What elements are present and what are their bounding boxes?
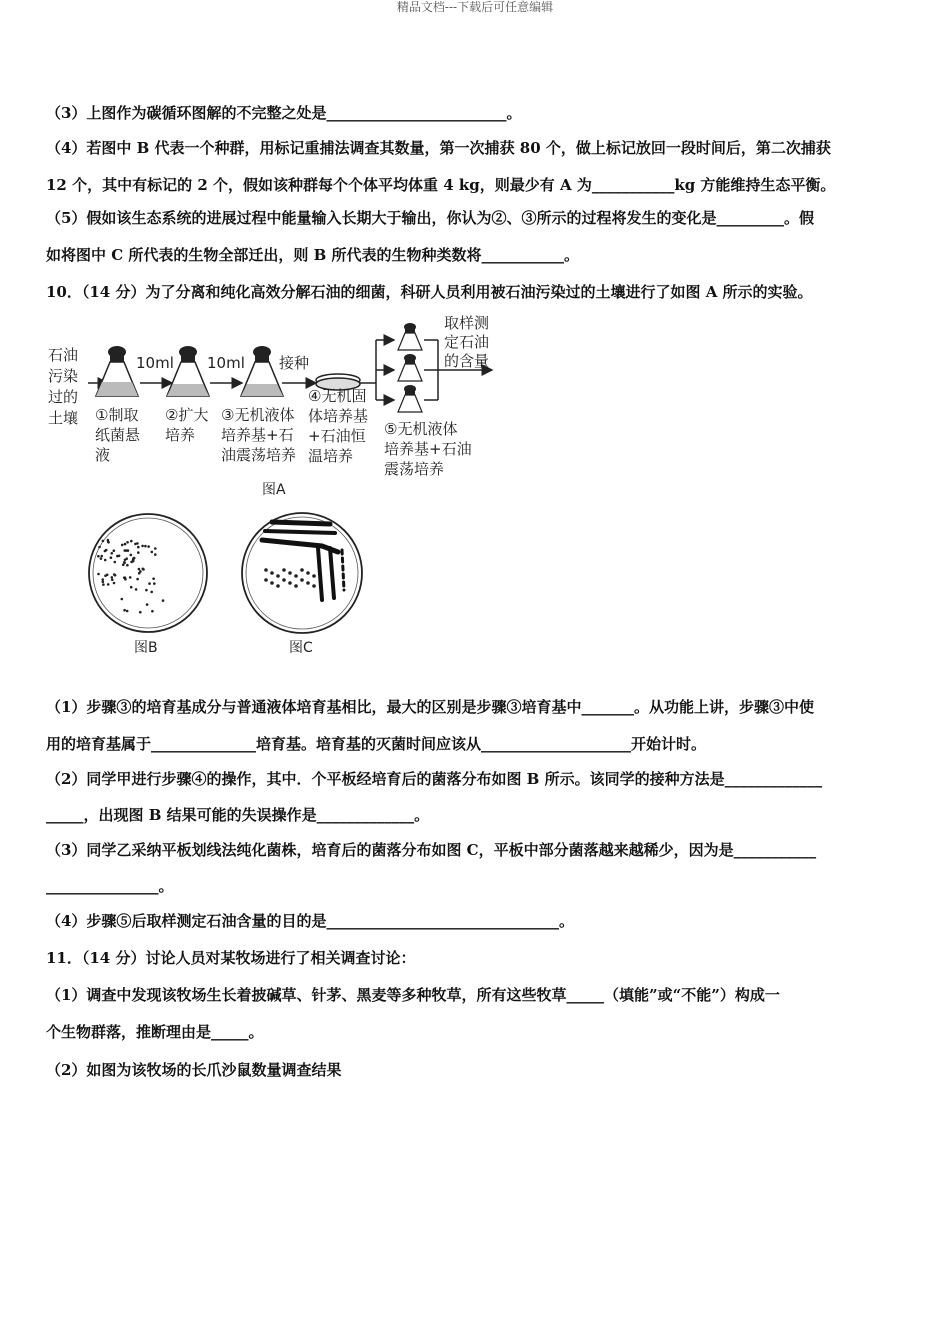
colony-dot — [147, 545, 150, 548]
colony-dot — [102, 583, 105, 586]
colony-dot — [102, 540, 105, 543]
colony-dot — [124, 576, 127, 579]
page-header: 精品文档---下载后可任意编辑 — [396, 0, 554, 14]
question-10-2-line2: _____，出现图 B 结果可能的失误操作是_____________。 — [46, 806, 430, 824]
colony-dot — [145, 589, 148, 592]
colony-dot — [276, 574, 280, 578]
step-1-label — [95, 406, 141, 464]
question-10-1-line2: 用的培育基属于______________培育基。培育基的灭菌时间应该从____________________开始计时。 — [46, 735, 707, 753]
colony-dot — [294, 584, 298, 588]
svg-text:液: 液 — [95, 446, 111, 464]
svg-text:⑤无机液体: ⑤无机液体 — [384, 420, 458, 438]
question-10-3-line2: _______________。 — [46, 877, 174, 895]
colony-dot — [125, 549, 128, 552]
colony-dot — [104, 574, 107, 577]
question-10-intro: 10．（14 分）为了分离和纯化高效分解石油的细菌，科研人员利用被石油污染过的土壤进行了如图 A 所示的实验。 — [46, 283, 813, 301]
colony-dot — [138, 568, 141, 571]
plate-b-icon — [89, 514, 207, 632]
result-label — [444, 314, 489, 370]
svg-text:的含量: 的含量 — [444, 352, 490, 370]
flask-5a-icon — [398, 323, 422, 350]
colony-dot — [113, 573, 116, 576]
colony-dot — [306, 581, 310, 585]
step-3-label — [221, 406, 296, 464]
svg-text:培养基+石油: 培养基+石油 — [384, 440, 472, 458]
question-9-4-line2: 12 个，其中有标记的 2 个，假如该种群每个个体平均体重 4 kg，则最少有 A 为___________kg 方能维持生态平衡。 — [46, 176, 836, 194]
colony-dot — [300, 578, 304, 582]
colony-dot — [130, 586, 133, 589]
question-11-intro: 11．（14 分）讨论人员对某牧场进行了相关调查讨论： — [46, 949, 416, 967]
colony-dot — [132, 560, 135, 563]
question-9-5-line2: 如将图中 C 所代表的生物全部迁出，则 B 所代表的生物种类数将___________。 — [46, 246, 580, 264]
question-11-1-line2: 个生物群落，推断理由是_____。 — [46, 1023, 264, 1041]
colony-dot — [306, 571, 310, 575]
soil-line-1: 石油 — [48, 346, 79, 364]
colony-dot — [146, 603, 149, 606]
svg-text:定石油: 定石油 — [444, 333, 490, 351]
colony-dot — [136, 578, 139, 581]
colony-dot — [116, 555, 119, 558]
flask-3-icon — [241, 346, 283, 396]
svg-text:纸菌悬: 纸菌悬 — [95, 426, 141, 444]
question-10-2-line1: （2）同学甲进行步骤④的操作，其中．个平板经培育后的菌落分布如图 B 所示。该同学的接种方法是_____________ — [46, 770, 823, 788]
colony-dot — [124, 543, 127, 546]
colony-dot — [270, 571, 274, 575]
colony-dot — [113, 582, 116, 585]
svg-text:培养: 培养 — [165, 426, 196, 444]
colony-dot — [122, 564, 125, 567]
question-9-4-line1: （4）若图中 B 代表一个种群，用标记重捕法调查其数量，第一次捕获 80 个，做上标记放回一段时间后，第二次捕获 — [46, 139, 831, 157]
colony-dot — [264, 568, 268, 572]
colony-dot — [111, 579, 114, 582]
plate-c-icon — [242, 513, 362, 633]
colony-dot — [300, 568, 304, 572]
svg-text:取样测: 取样测 — [444, 314, 490, 332]
colony-dot — [139, 611, 142, 614]
figure-c-caption: 图C — [289, 640, 313, 656]
question-11-1-line1: （1）调查中发现该牧场生长着披碱草、针茅、黑麦等多种牧草，所有这些牧草_____（填能”或“不能”）构成一 — [46, 986, 780, 1004]
colony-dot — [123, 561, 126, 564]
colony-dot — [137, 546, 140, 549]
colony-dot — [98, 546, 101, 549]
colony-dot — [125, 557, 128, 560]
colony-dot — [111, 552, 114, 555]
figure-b-caption: 图B — [134, 640, 158, 656]
colony-dot — [151, 551, 154, 554]
flask-5b-icon — [398, 354, 422, 381]
colony-dot — [312, 584, 316, 588]
colony-dot — [282, 568, 286, 572]
colony-dot — [139, 570, 142, 573]
colony-dot — [121, 544, 124, 547]
question-10-3-line1: （3）同学乙采纳平板划线法纯化菌株，培育后的菌落分布如图 C，平板中部分菌落越来越稀少，因为是___________ — [46, 841, 817, 859]
question-11-2: （2）如图为该牧场的长爪沙鼠数量调查结果 — [46, 1061, 342, 1079]
svg-text:油震荡培养: 油震荡培养 — [221, 446, 297, 464]
colony-dot — [102, 580, 105, 583]
svg-text:①制取: ①制取 — [95, 406, 139, 424]
svg-text:③无机液体: ③无机液体 — [221, 406, 295, 424]
colony-dot — [162, 599, 165, 602]
step-5-label — [384, 420, 472, 478]
colony-dot — [153, 582, 156, 585]
arrow-2-label: 10ml — [207, 354, 245, 372]
colony-dot — [148, 582, 151, 585]
svg-text:培养基+石: 培养基+石 — [221, 426, 294, 444]
colony-dot — [134, 543, 137, 546]
colony-dot — [137, 551, 140, 554]
colony-dot — [270, 581, 274, 585]
svg-text:④无机固: ④无机固 — [308, 387, 367, 405]
colony-dot — [104, 559, 107, 562]
colony-dot — [126, 564, 129, 567]
colony-dot — [288, 581, 292, 585]
figure-a-caption: 图A — [262, 482, 286, 498]
colony-dot — [130, 554, 133, 557]
colony-dot — [110, 556, 113, 559]
colony-dot — [154, 553, 157, 556]
colony-dot — [288, 571, 292, 575]
colony-dot — [142, 568, 145, 571]
colony-dot — [135, 588, 138, 591]
flask-5c-icon — [398, 385, 422, 412]
colony-dot — [282, 578, 286, 582]
soil-line-3: 过的 — [48, 388, 79, 406]
step-4-label — [308, 387, 368, 465]
colony-dot — [107, 583, 110, 586]
colony-dot — [97, 555, 100, 558]
question-9-5-line1: （5）假如该生态系统的进展过程中能量输入长期大于输出，你认为②、③所示的过程将发生的变化是_________。假 — [46, 209, 814, 227]
colony-dot — [264, 578, 268, 582]
colony-dot — [100, 557, 103, 560]
svg-text:②扩大: ②扩大 — [165, 406, 209, 424]
colony-dot — [150, 591, 153, 594]
arrow-3-label: 接种 — [279, 354, 310, 372]
colony-dot — [123, 609, 126, 612]
svg-text:+石油恒: +石油恒 — [308, 427, 366, 445]
question-10-1-line1: （1）步骤③的培育基成分与普通液体培育基相比，最大的区别是步骤③培育基中_______。从功能上讲，步骤③中使 — [46, 698, 814, 716]
colony-dot — [151, 610, 154, 613]
colony-dot — [154, 547, 157, 550]
flask-1-icon — [96, 346, 138, 396]
question-10-4: （4）步骤⑤后取样测定石油含量的目的是_______________________________。 — [46, 912, 574, 930]
colony-dot — [114, 561, 117, 564]
svg-text:温培养: 温培养 — [308, 447, 354, 465]
colony-dot — [121, 598, 124, 601]
colony-dot — [276, 584, 280, 588]
svg-text:震荡培养: 震荡培养 — [384, 460, 445, 478]
colony-dot — [101, 555, 104, 558]
svg-text:体培养基: 体培养基 — [308, 407, 369, 425]
colony-dot — [111, 576, 114, 579]
colony-dot — [107, 539, 110, 542]
colony-dot — [126, 541, 129, 544]
colony-dot — [152, 577, 155, 580]
colony-dot — [294, 574, 298, 578]
step-2-label — [165, 406, 208, 444]
colony-dot — [312, 574, 316, 578]
colony-dot — [105, 549, 108, 552]
colony-dot — [129, 576, 132, 579]
soil-line-4: 土壤 — [48, 409, 79, 427]
soil-line-2: 污染 — [48, 367, 79, 385]
colony-dot — [126, 610, 129, 613]
colony-dot — [141, 545, 144, 548]
colony-dot — [97, 573, 100, 576]
soil-source-label — [48, 346, 78, 427]
colony-dot — [144, 545, 147, 548]
colony-dot — [113, 549, 116, 552]
arrow-1-label: 10ml — [136, 354, 174, 372]
colony-dot — [130, 540, 133, 543]
question-9-3: （3）上图作为碳循环图解的不完整之处是________________________。 — [46, 104, 522, 122]
